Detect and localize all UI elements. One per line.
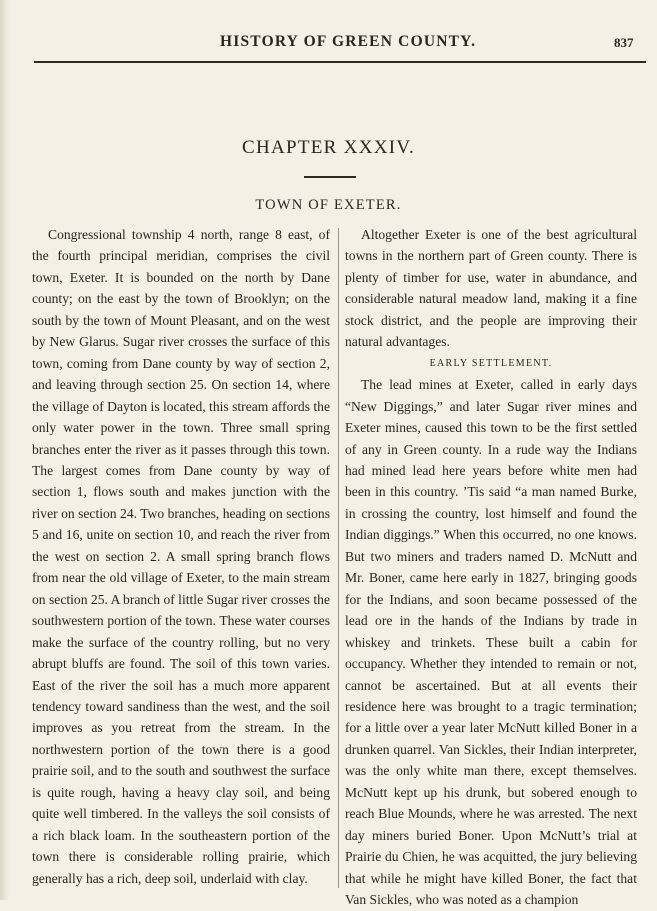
header-rule: [34, 61, 646, 63]
paragraph: The lead mines at Exeter, called in early days “New Diggings,” and later Sugar river mines and Exeter mines, caused this town to be the first settled of any in Green county. In a rude way the Indians had mined lead here years before white men had been in this country. ’Tis said “a man named Burke, in crossing the country, lost himself and found the Indian diggings.” When this occurred, no one knows. But two miners and traders named D. McNutt and Mr. Boner, came here early in 1827, bringing goods for the Indians, and soon became possessed of the lead ore in the hands of the Indians by trade in whiskey and trinkets. These built a cabin for occupancy. Whether they intended to remain or not, cannot be ascertained. But at all events their residence here was brought to a tragic termination; for a little over a year later McNutt killed Boner in a drunken quarrel. Van Sickles, their Indian interpreter, was the only white man there, except themselves. McNutt kept up his drunk, but sobered enough to reach Blue Mounds, where he was arrested. The next day miners buried Boner. Upon McNutt’s trial at Prairie du Chien, he was acquitted, the jury believing that while he might have killed Boner, the fact that Van Sickles, who was noted as a champion: [345, 377, 637, 908]
running-title: HISTORY OF GREEN COUNTY.: [220, 33, 477, 50]
section-title: TOWN OF EXETER.: [255, 197, 402, 213]
page-gutter-shadow: [0, 0, 9, 900]
left-column: [32, 224, 330, 889]
paragraph: Congressional township 4 north, range 8 east, of the fourth principal meridian, comprises the civil town, Exeter. It is bounded on the north by Dane county; on the east by the town of Brooklyn; on the south by the town of Mount Pleasant, and on the west by New Glarus. Sugar river crosses the surface of this town, coming from Dane county by way of section 2, and leaving through section 25. On section 14, where the village of Dayton is located, this stream affords the only water power in the town. Three small spring branches enter the river as it passes through this town. The largest comes from Dane county by way of section 1, flows south and makes junction with the river on section 24. Two branches, heading on sections 5 and 16, unite on section 10, and reach the river from the west on section 2. A small spring branch flows from near the old village of Exeter, to the main stream on section 25. A branch of little Sugar river crosses the southwestern portion of the town. These water courses make the surface of the country rolling, but no very abrupt bluffs are found. The soil of this town varies. East of the river the soil has a much more apparent tendency toward sandiness than the west, and the soil improves as you retreat from the stream. In the northwestern portion of the town there is a good prairie soil, and to the south and southwest the surface is quite rough, having a heavy clay soil, and being quite well timbered. In the valleys the soil consists of a rich black loam. In the southeastern portion of the town there is considerable rolling prairie, which generally has a rich, deep soil, underlaid with clay.: [32, 227, 330, 886]
chapter-heading: CHAPTER XXXIV.: [241, 137, 416, 158]
page-number: 837: [614, 35, 634, 50]
running-head: [0, 33, 657, 53]
paragraph: Altogether Exeter is one of the best agricultural towns in the northern part of Green county. There is plenty of timber for use, water in abundance, and considerable natural meadow land, making it a fine stock district, and the people are improving their natural advantages.: [345, 227, 637, 350]
subheading: EARLY SETTLEMENT.: [429, 357, 553, 369]
column-divider: [338, 228, 339, 888]
chapter-divider: [304, 176, 356, 178]
right-column: [345, 224, 637, 911]
